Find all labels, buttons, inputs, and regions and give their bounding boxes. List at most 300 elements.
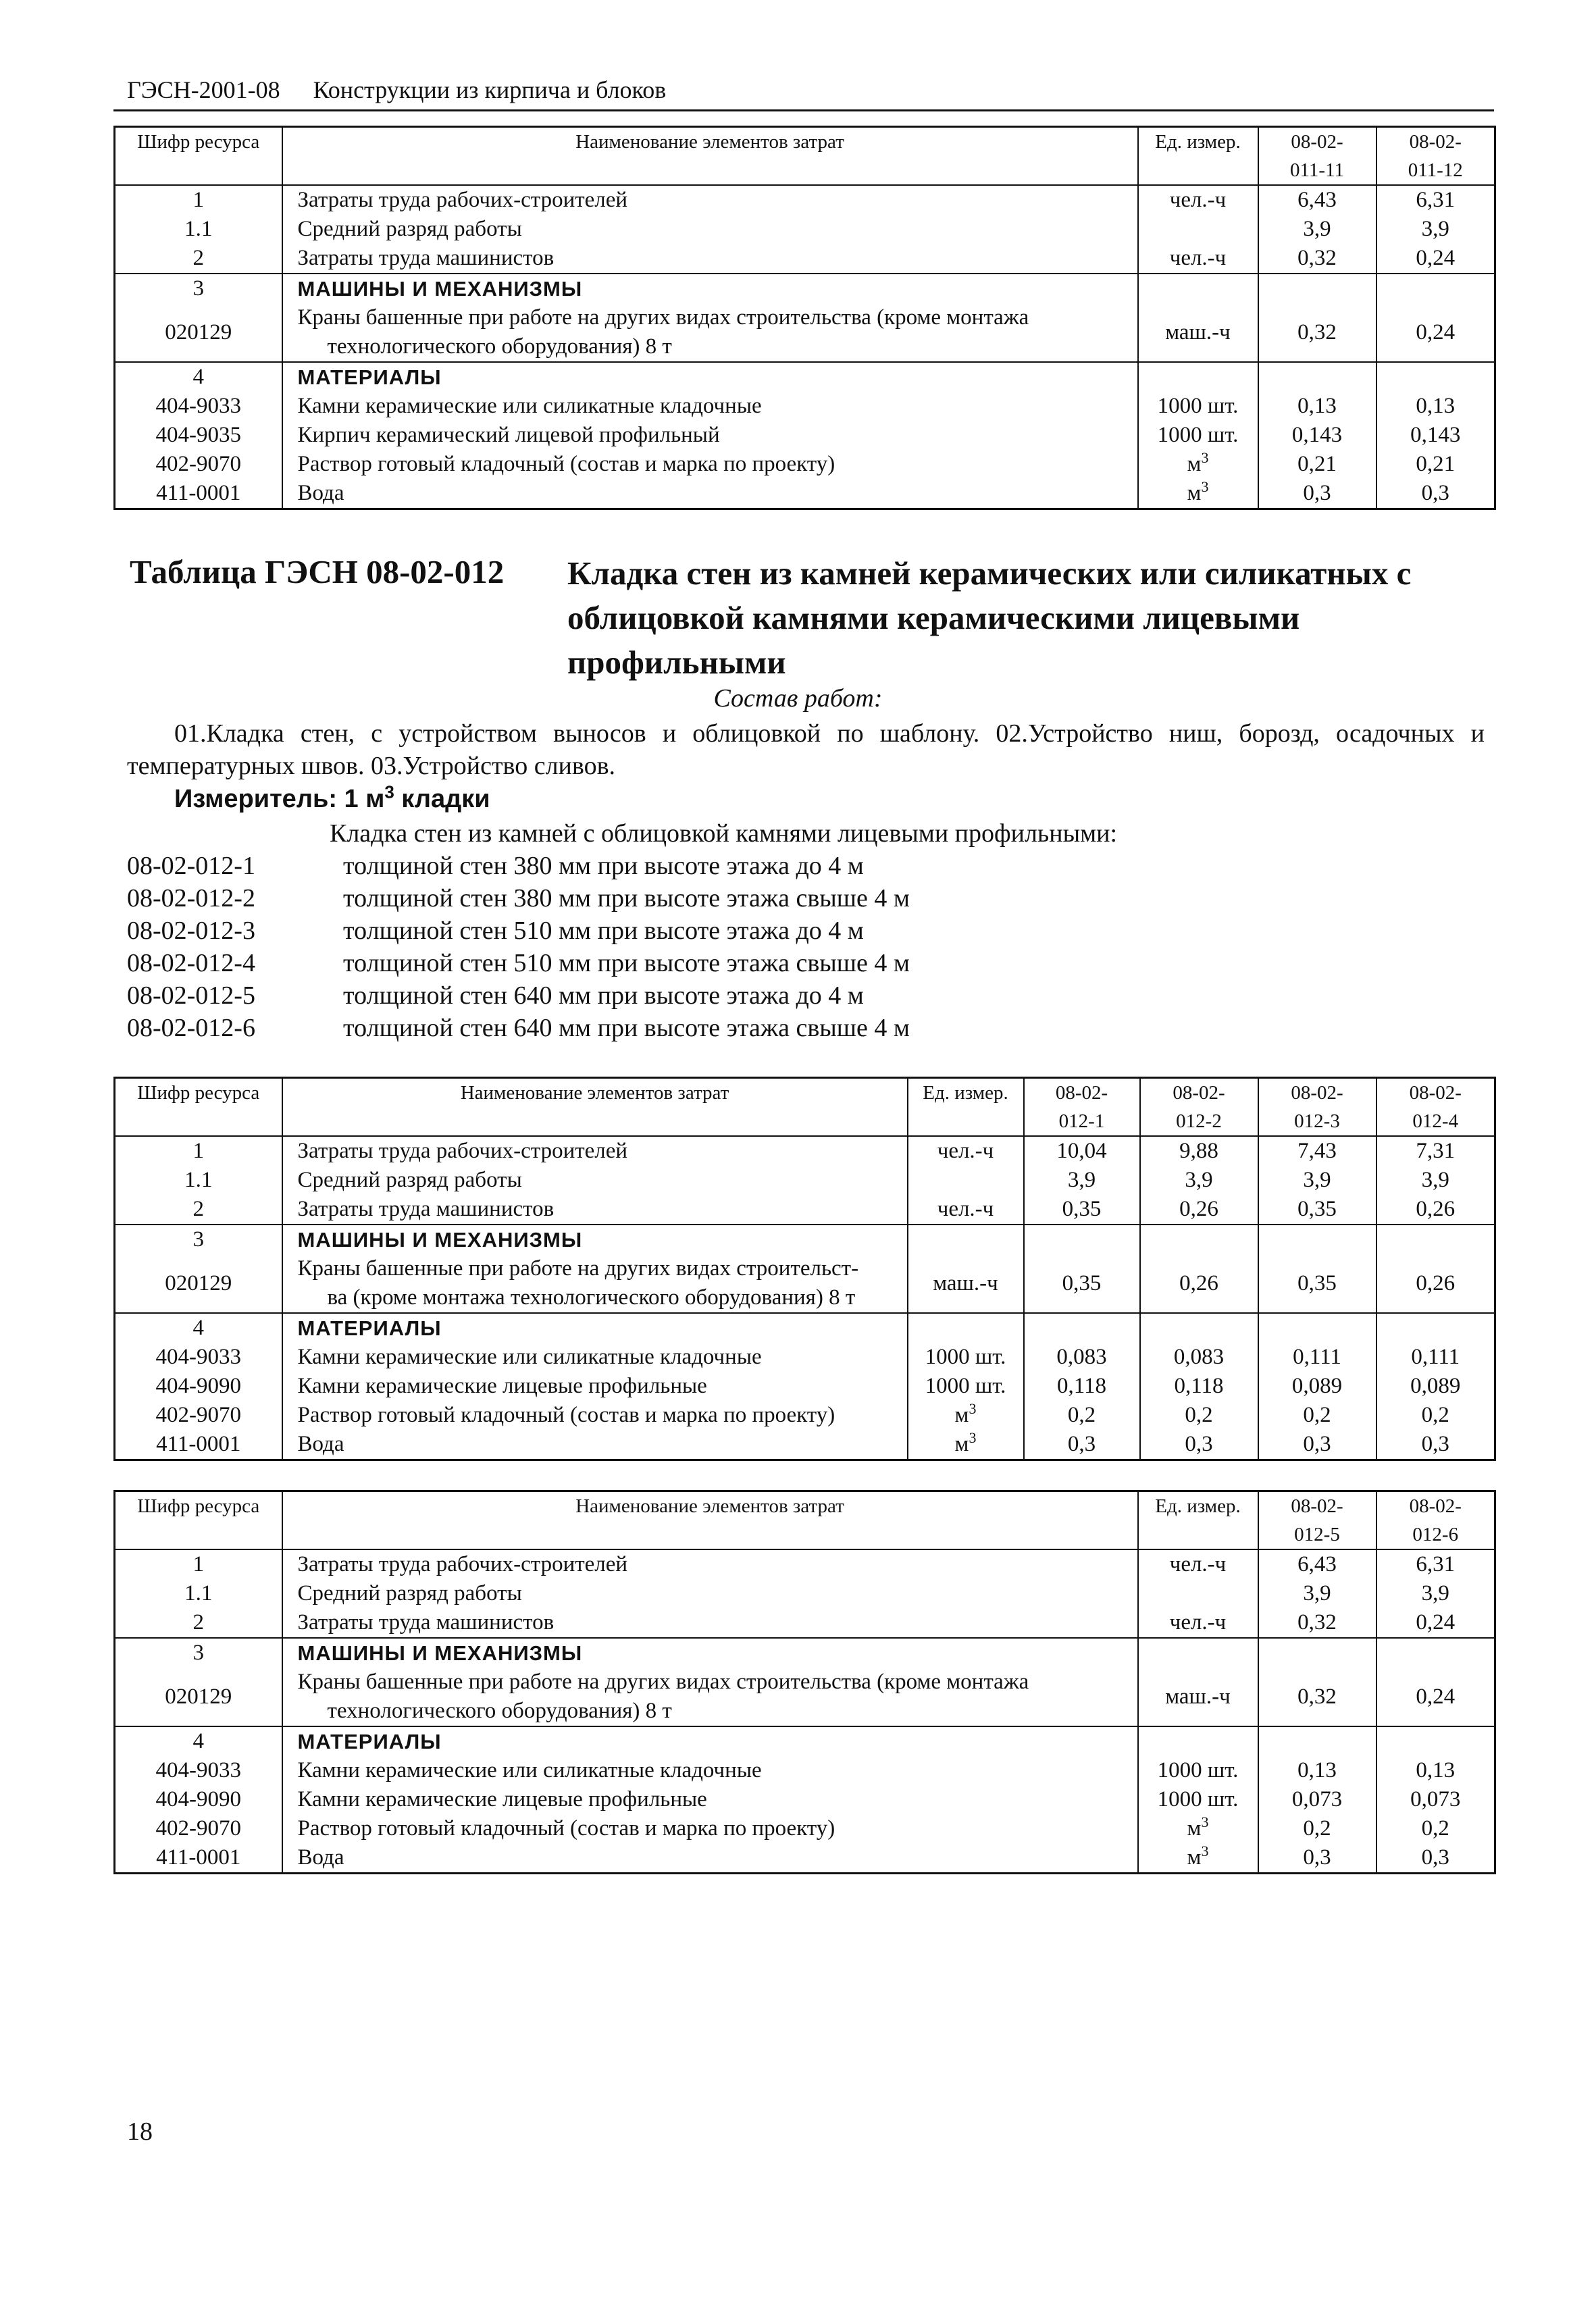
document-title: Конструкции из кирпича и блоков bbox=[313, 76, 667, 103]
resource-name bbox=[282, 1343, 908, 1372]
resource-code: 3 bbox=[115, 274, 282, 303]
norm-value: 0,3 bbox=[1376, 1430, 1495, 1460]
resource-name-line: Средний разряд работы bbox=[297, 1581, 522, 1605]
resource-unit bbox=[908, 1313, 1024, 1343]
unit-text: 1000 шт. bbox=[925, 1345, 1006, 1369]
resource-unit bbox=[1138, 185, 1258, 215]
resource-name bbox=[282, 1549, 1138, 1579]
resource-unit bbox=[908, 1430, 1024, 1460]
norm-value: 0,32 bbox=[1258, 303, 1376, 362]
resource-unit bbox=[1138, 274, 1258, 303]
unit-text: 1000 шт. bbox=[925, 1374, 1006, 1398]
norm-value bbox=[1258, 1225, 1376, 1254]
section-row bbox=[115, 362, 1495, 392]
col-header-norm bbox=[1024, 1078, 1140, 1137]
norm-value bbox=[1258, 1726, 1376, 1756]
resource-unit bbox=[1138, 1638, 1258, 1668]
norm-value: 0,24 bbox=[1376, 1608, 1495, 1638]
norm-value bbox=[1140, 1225, 1258, 1254]
resource-name-line: Вода bbox=[297, 1432, 344, 1456]
resource-row bbox=[115, 244, 1495, 274]
norm-value: 0,3 bbox=[1376, 479, 1495, 509]
norm-value: 0,26 bbox=[1140, 1254, 1258, 1313]
meter bbox=[174, 781, 490, 814]
table-header-row bbox=[115, 127, 1495, 186]
resource-code: 411-0001 bbox=[115, 479, 282, 509]
resource-name bbox=[282, 450, 1138, 479]
resource-code: 1.1 bbox=[115, 1579, 282, 1608]
resource-code: 2 bbox=[115, 1608, 282, 1638]
norm-value bbox=[1024, 1225, 1140, 1254]
resource-name-line: Краны башенные при работе на других видах строительст- bbox=[297, 1256, 859, 1281]
variant-code: 08-02-012-2 bbox=[127, 884, 255, 912]
unit-superscript: 3 bbox=[969, 1401, 977, 1417]
resource-code: 020129 bbox=[115, 1668, 282, 1726]
norm-value: 0,089 bbox=[1376, 1372, 1495, 1401]
norm-value: 6,43 bbox=[1258, 185, 1376, 215]
resource-code: 1 bbox=[115, 1549, 282, 1579]
unit-text: чел.-ч bbox=[1169, 188, 1227, 212]
resource-row bbox=[115, 450, 1495, 479]
resource-row bbox=[115, 1843, 1495, 1874]
norm-value: 0,073 bbox=[1258, 1785, 1376, 1814]
resource-name bbox=[282, 215, 1138, 244]
norm-value: 0,3 bbox=[1258, 1430, 1376, 1460]
resource-unit bbox=[908, 1136, 1024, 1166]
unit-text: маш.-ч bbox=[933, 1270, 998, 1295]
meter-value: 1 м bbox=[344, 785, 385, 813]
resource-name-line: Затраты труда машинистов bbox=[297, 1197, 555, 1221]
variant-code: 08-02-012-1 bbox=[127, 852, 255, 880]
section-title bbox=[282, 1638, 1138, 1668]
unit-text: 1000 шт. bbox=[1157, 423, 1239, 447]
section-title bbox=[282, 1225, 908, 1254]
unit-text: чел.-ч bbox=[1169, 1552, 1227, 1576]
resource-unit bbox=[1138, 1726, 1258, 1756]
page-number: 18 bbox=[127, 2117, 153, 2146]
resource-code: 1 bbox=[115, 185, 282, 215]
col-header-unit: Ед. измер. bbox=[908, 1078, 1024, 1137]
resource-row bbox=[115, 185, 1495, 215]
meter-sup: 3 bbox=[384, 781, 394, 802]
header-rule bbox=[113, 109, 1494, 111]
variant-text: толщиной стен 380 мм при высоте этажа свыше 4 м bbox=[343, 884, 910, 912]
norm-value: 3,9 bbox=[1376, 215, 1495, 244]
resource-name bbox=[282, 1254, 908, 1313]
norm-code-suffix: 012-3 bbox=[1294, 1110, 1340, 1132]
section-title bbox=[282, 274, 1138, 303]
resource-row bbox=[115, 1430, 1495, 1460]
norm-value: 0,35 bbox=[1024, 1254, 1140, 1313]
table-header-row bbox=[115, 1491, 1495, 1550]
norm-value: 10,04 bbox=[1024, 1136, 1140, 1166]
unit-text: м bbox=[954, 1403, 969, 1427]
col-header-code: Шифр ресурса bbox=[115, 1078, 282, 1137]
norm-value: 0,21 bbox=[1376, 450, 1495, 479]
resource-unit bbox=[1138, 1785, 1258, 1814]
col-header-norm bbox=[1258, 1491, 1376, 1550]
composition-heading: Состав работ: bbox=[713, 684, 883, 713]
resource-row bbox=[115, 1579, 1495, 1608]
resource-name-line: ва (кроме монтажа технологического оборудования) 8 т bbox=[327, 1285, 856, 1310]
unit-text: м bbox=[1187, 452, 1202, 476]
section-row bbox=[115, 1726, 1495, 1756]
resource-code: 020129 bbox=[115, 1254, 282, 1313]
resource-name-line: Раствор готовый кладочный (состав и марка по проекту) bbox=[297, 1816, 835, 1841]
col-header-norm bbox=[1140, 1078, 1258, 1137]
resource-row bbox=[115, 1136, 1495, 1166]
resource-name-line: Затраты труда рабочих-строителей bbox=[297, 1552, 628, 1576]
resource-code: 404-9090 bbox=[115, 1785, 282, 1814]
meter-label: Измеритель: bbox=[174, 785, 337, 813]
table-header-row bbox=[115, 1078, 1495, 1137]
resource-row bbox=[115, 303, 1495, 362]
col-header-norm bbox=[1376, 127, 1495, 186]
variant-text: толщиной стен 640 мм при высоте этажа до 4 м bbox=[343, 981, 864, 1010]
resource-unit bbox=[1138, 244, 1258, 274]
resource-unit bbox=[1138, 1668, 1258, 1726]
running-header bbox=[127, 76, 1491, 104]
resource-code: 1.1 bbox=[115, 215, 282, 244]
resource-code: 404-9090 bbox=[115, 1372, 282, 1401]
norm-value: 0,118 bbox=[1140, 1372, 1258, 1401]
col-header-code: Шифр ресурса bbox=[115, 1491, 282, 1550]
variant-item bbox=[127, 883, 910, 913]
variant-item bbox=[127, 948, 910, 978]
resource-name bbox=[282, 1579, 1138, 1608]
resource-name-line: технологического оборудования) 8 т bbox=[327, 334, 672, 359]
resource-name bbox=[282, 185, 1138, 215]
resource-name-line: Раствор готовый кладочный (состав и марка по проекту) bbox=[297, 1403, 835, 1427]
norm-value: 0,2 bbox=[1376, 1401, 1495, 1430]
resource-name bbox=[282, 1430, 908, 1460]
resource-unit bbox=[908, 1254, 1024, 1313]
resource-name bbox=[282, 1843, 1138, 1874]
resource-name-line: Краны башенные при работе на других видах строительства (кроме монтажа bbox=[297, 305, 1029, 330]
resource-unit bbox=[1138, 303, 1258, 362]
resource-code: 4 bbox=[115, 1726, 282, 1756]
norm-value bbox=[1258, 1638, 1376, 1668]
norm-value: 0,089 bbox=[1258, 1372, 1376, 1401]
table-title: Кладка стен из камней керамических или силикатных с облицовкой камнями керамическими лицевыми профильными bbox=[567, 555, 1412, 681]
norm-value: 3,9 bbox=[1258, 1579, 1376, 1608]
norm-value: 0,21 bbox=[1258, 450, 1376, 479]
resource-code: 411-0001 bbox=[115, 1843, 282, 1874]
variant-code: 08-02-012-6 bbox=[127, 1014, 255, 1042]
resource-row bbox=[115, 1195, 1495, 1225]
unit-text: м bbox=[1187, 481, 1202, 505]
norm-value: 0,26 bbox=[1140, 1195, 1258, 1225]
norm-value: 0,24 bbox=[1376, 303, 1495, 362]
resource-name-line: Вода bbox=[297, 481, 344, 505]
norm-code-suffix: 012-2 bbox=[1176, 1110, 1222, 1132]
resource-row bbox=[115, 1608, 1495, 1638]
meter-unit: кладки bbox=[401, 785, 490, 813]
norm-code-suffix: 011-11 bbox=[1289, 159, 1344, 181]
unit-superscript: 3 bbox=[1201, 1814, 1209, 1830]
col-header-name: Наименование элементов затрат bbox=[282, 127, 1138, 186]
resource-name-line: МАШИНЫ И МЕХАНИЗМЫ bbox=[297, 277, 583, 301]
resource-code: 402-9070 bbox=[115, 1814, 282, 1843]
resource-name-line: Камни керамические или силикатные кладочные bbox=[297, 394, 762, 418]
norm-code-suffix: 012-1 bbox=[1058, 1110, 1105, 1132]
unit-text: маш.-ч bbox=[1165, 1684, 1231, 1709]
norm-code-prefix: 08-02- bbox=[1409, 131, 1462, 153]
resource-name-line: Кирпич керамический лицевой профильный bbox=[297, 423, 720, 447]
resource-code: 3 bbox=[115, 1638, 282, 1668]
resource-name-line: МАТЕРИАЛЫ bbox=[297, 1316, 442, 1340]
norm-code-prefix: 08-02- bbox=[1291, 1082, 1343, 1104]
norm-value: 0,3 bbox=[1376, 1843, 1495, 1874]
variant-text: толщиной стен 640 мм при высоте этажа свыше 4 м bbox=[343, 1014, 910, 1042]
unit-text: м bbox=[1187, 1845, 1202, 1870]
norm-value: 6,31 bbox=[1376, 185, 1495, 215]
table-label: Таблица ГЭСН 08-02-012 bbox=[130, 553, 505, 590]
col-header-norm bbox=[1258, 127, 1376, 186]
norm-value: 0,3 bbox=[1140, 1430, 1258, 1460]
variant-code: 08-02-012-4 bbox=[127, 949, 255, 977]
norm-value bbox=[1024, 1313, 1140, 1343]
unit-text: 1000 шт. bbox=[1157, 1787, 1239, 1811]
resource-name-line: МАШИНЫ И МЕХАНИЗМЫ bbox=[297, 1641, 583, 1665]
norm-value: 0,3 bbox=[1258, 1843, 1376, 1874]
resource-unit bbox=[908, 1225, 1024, 1254]
norm-code-prefix: 08-02- bbox=[1409, 1495, 1462, 1517]
resource-name-line: Раствор готовый кладочный (состав и марка по проекту) bbox=[297, 452, 835, 476]
resource-unit bbox=[1138, 1756, 1258, 1785]
resource-name bbox=[282, 1195, 908, 1225]
resource-unit bbox=[1138, 421, 1258, 450]
norm-value: 0,083 bbox=[1024, 1343, 1140, 1372]
variant-code: 08-02-012-3 bbox=[127, 917, 255, 945]
norm-value bbox=[1376, 1726, 1495, 1756]
resource-unit bbox=[1138, 215, 1258, 244]
unit-text: 1000 шт. bbox=[1157, 394, 1239, 418]
col-header-unit: Ед. измер. bbox=[1138, 127, 1258, 186]
resource-name bbox=[282, 244, 1138, 274]
norm-value: 0,073 bbox=[1376, 1785, 1495, 1814]
resource-row bbox=[115, 1785, 1495, 1814]
norm-code-prefix: 08-02- bbox=[1291, 1495, 1343, 1517]
norm-value: 0,118 bbox=[1024, 1372, 1140, 1401]
resource-name bbox=[282, 1608, 1138, 1638]
section-row bbox=[115, 1313, 1495, 1343]
resource-unit bbox=[1138, 1843, 1258, 1874]
resource-code: 4 bbox=[115, 1313, 282, 1343]
unit-text: м bbox=[1187, 1816, 1202, 1841]
norm-value: 0,143 bbox=[1376, 421, 1495, 450]
resource-name bbox=[282, 1785, 1138, 1814]
variant-item bbox=[127, 916, 864, 946]
section-title bbox=[282, 1313, 908, 1343]
col-header-norm bbox=[1376, 1078, 1495, 1137]
resource-unit bbox=[1138, 362, 1258, 392]
resource-row bbox=[115, 479, 1495, 509]
norm-value: 0,35 bbox=[1024, 1195, 1140, 1225]
resource-name-line: МАТЕРИАЛЫ bbox=[297, 1730, 442, 1753]
resource-code: 1.1 bbox=[115, 1166, 282, 1195]
norm-code-suffix: 012-4 bbox=[1412, 1110, 1459, 1132]
variant-text: толщиной стен 510 мм при высоте этажа до 4 м bbox=[343, 917, 864, 945]
norm-value: 0,083 bbox=[1140, 1343, 1258, 1372]
unit-text: чел.-ч bbox=[1169, 246, 1227, 270]
resource-row bbox=[115, 1668, 1495, 1726]
resource-code: 404-9033 bbox=[115, 1343, 282, 1372]
norm-value: 0,35 bbox=[1258, 1195, 1376, 1225]
norm-value: 0,2 bbox=[1140, 1401, 1258, 1430]
norm-value bbox=[1376, 1225, 1495, 1254]
resource-name-line: Камни керамические лицевые профильные bbox=[297, 1787, 707, 1811]
norm-value: 0,26 bbox=[1376, 1195, 1495, 1225]
resource-code: 404-9035 bbox=[115, 421, 282, 450]
resource-name-line: Затраты труда рабочих-строителей bbox=[297, 188, 628, 212]
norm-value: 0,26 bbox=[1376, 1254, 1495, 1313]
variant-item bbox=[127, 851, 864, 881]
resource-code: 020129 bbox=[115, 303, 282, 362]
norm-code-suffix: 012-5 bbox=[1294, 1524, 1340, 1545]
norm-value: 6,43 bbox=[1258, 1549, 1376, 1579]
resource-unit bbox=[908, 1166, 1024, 1195]
col-header-name: Наименование элементов затрат bbox=[282, 1491, 1138, 1550]
resource-name-line: Средний разряд работы bbox=[297, 1168, 522, 1192]
resource-unit bbox=[1138, 1814, 1258, 1843]
norm-value: 0,13 bbox=[1258, 1756, 1376, 1785]
col-header-norm bbox=[1376, 1491, 1495, 1550]
resource-unit bbox=[908, 1401, 1024, 1430]
unit-text: чел.-ч bbox=[1169, 1610, 1227, 1635]
resource-row bbox=[115, 421, 1495, 450]
section-row bbox=[115, 1638, 1495, 1668]
norm-value bbox=[1258, 274, 1376, 303]
unit-text: м bbox=[954, 1432, 969, 1456]
resource-row bbox=[115, 1814, 1495, 1843]
norm-value: 0,111 bbox=[1376, 1343, 1495, 1372]
resource-name-line: Краны башенные при работе на других видах строительства (кроме монтажа bbox=[297, 1670, 1029, 1694]
variant-item bbox=[127, 1013, 910, 1043]
resource-name bbox=[282, 392, 1138, 421]
resource-row bbox=[115, 392, 1495, 421]
norm-value: 0,13 bbox=[1258, 392, 1376, 421]
variant-item bbox=[127, 981, 864, 1010]
norm-value: 0,2 bbox=[1376, 1814, 1495, 1843]
norm-value: 0,13 bbox=[1376, 392, 1495, 421]
resource-unit bbox=[1138, 1579, 1258, 1608]
variant-text: толщиной стен 510 мм при высоте этажа свыше 4 м bbox=[343, 949, 910, 977]
col-header-name: Наименование элементов затрат bbox=[282, 1078, 908, 1137]
norm-value bbox=[1140, 1313, 1258, 1343]
norm-value: 0,3 bbox=[1024, 1430, 1140, 1460]
norm-value bbox=[1376, 274, 1495, 303]
variants-intro: Кладка стен из камней с облицовкой камнями лицевыми профильными: bbox=[330, 819, 1118, 848]
resource-code: 402-9070 bbox=[115, 450, 282, 479]
resource-name-line: Камни керамические или силикатные кладочные bbox=[297, 1758, 762, 1782]
col-header-unit: Ед. измер. bbox=[1138, 1491, 1258, 1550]
resource-row bbox=[115, 1343, 1495, 1372]
norm-value: 7,31 bbox=[1376, 1136, 1495, 1166]
resource-name bbox=[282, 1668, 1138, 1726]
norm-value: 3,9 bbox=[1258, 1166, 1376, 1195]
norm-value: 0,3 bbox=[1258, 479, 1376, 509]
resource-unit bbox=[1138, 450, 1258, 479]
norm-value: 3,9 bbox=[1376, 1579, 1495, 1608]
unit-superscript: 3 bbox=[1201, 479, 1209, 495]
norm-value: 9,88 bbox=[1140, 1136, 1258, 1166]
norm-value bbox=[1376, 362, 1495, 392]
resource-unit bbox=[908, 1372, 1024, 1401]
resource-name bbox=[282, 303, 1138, 362]
resource-row bbox=[115, 1166, 1495, 1195]
resource-table-011 bbox=[113, 126, 1496, 510]
resource-name-line: Затраты труда машинистов bbox=[297, 1610, 555, 1635]
resource-code: 411-0001 bbox=[115, 1430, 282, 1460]
resource-row bbox=[115, 1254, 1495, 1313]
norm-code-prefix: 08-02- bbox=[1291, 131, 1343, 153]
variant-code: 08-02-012-5 bbox=[127, 981, 255, 1010]
norm-value: 0,24 bbox=[1376, 1668, 1495, 1726]
norm-value: 0,13 bbox=[1376, 1756, 1495, 1785]
resource-name-line: МАШИНЫ И МЕХАНИЗМЫ bbox=[297, 1228, 583, 1252]
resource-unit bbox=[1138, 479, 1258, 509]
unit-text: чел.-ч bbox=[937, 1197, 994, 1221]
norm-code-prefix: 08-02- bbox=[1173, 1082, 1225, 1104]
resource-unit bbox=[1138, 1608, 1258, 1638]
norm-value: 0,2 bbox=[1258, 1814, 1376, 1843]
norm-code-prefix: 08-02- bbox=[1055, 1082, 1108, 1104]
resource-code: 2 bbox=[115, 1195, 282, 1225]
resource-name-line: технологического оборудования) 8 т bbox=[327, 1699, 672, 1723]
resource-table-012-1-4 bbox=[113, 1077, 1496, 1461]
resource-code: 3 bbox=[115, 1225, 282, 1254]
col-header-norm bbox=[1258, 1078, 1376, 1137]
section-row bbox=[115, 274, 1495, 303]
norm-value: 0,35 bbox=[1258, 1254, 1376, 1313]
resource-code: 404-9033 bbox=[115, 392, 282, 421]
col-header-code: Шифр ресурса bbox=[115, 127, 282, 186]
norm-value: 0,2 bbox=[1258, 1401, 1376, 1430]
resource-row bbox=[115, 1401, 1495, 1430]
resource-table-012-5-6 bbox=[113, 1490, 1496, 1874]
document-series: ГЭСН-2001-08 bbox=[127, 76, 280, 103]
resource-unit bbox=[908, 1195, 1024, 1225]
resource-code: 404-9033 bbox=[115, 1756, 282, 1785]
variant-text: толщиной стен 380 мм при высоте этажа до 4 м bbox=[343, 852, 864, 880]
resource-name bbox=[282, 1136, 908, 1166]
resource-name-line: Камни керамические или силикатные кладочные bbox=[297, 1345, 762, 1369]
norm-value bbox=[1258, 362, 1376, 392]
resource-name-line: МАТЕРИАЛЫ bbox=[297, 365, 442, 389]
resource-unit bbox=[1138, 392, 1258, 421]
section-title bbox=[282, 362, 1138, 392]
norm-value bbox=[1376, 1638, 1495, 1668]
unit-superscript: 3 bbox=[1201, 450, 1209, 466]
norm-value: 7,43 bbox=[1258, 1136, 1376, 1166]
norm-code-suffix: 011-12 bbox=[1408, 159, 1463, 181]
resource-code: 402-9070 bbox=[115, 1401, 282, 1430]
norm-value: 0,32 bbox=[1258, 1608, 1376, 1638]
resource-name-line: Средний разряд работы bbox=[297, 217, 522, 241]
resource-unit bbox=[1138, 1549, 1258, 1579]
norm-value: 3,9 bbox=[1024, 1166, 1140, 1195]
resource-row bbox=[115, 1756, 1495, 1785]
norm-value bbox=[1376, 1313, 1495, 1343]
resource-unit bbox=[908, 1343, 1024, 1372]
section-title bbox=[282, 1726, 1138, 1756]
unit-superscript: 3 bbox=[969, 1430, 977, 1446]
resource-name-line: Затраты труда машинистов bbox=[297, 246, 555, 270]
resource-name-line: Вода bbox=[297, 1845, 344, 1870]
section-row bbox=[115, 1225, 1495, 1254]
resource-name bbox=[282, 1401, 908, 1430]
